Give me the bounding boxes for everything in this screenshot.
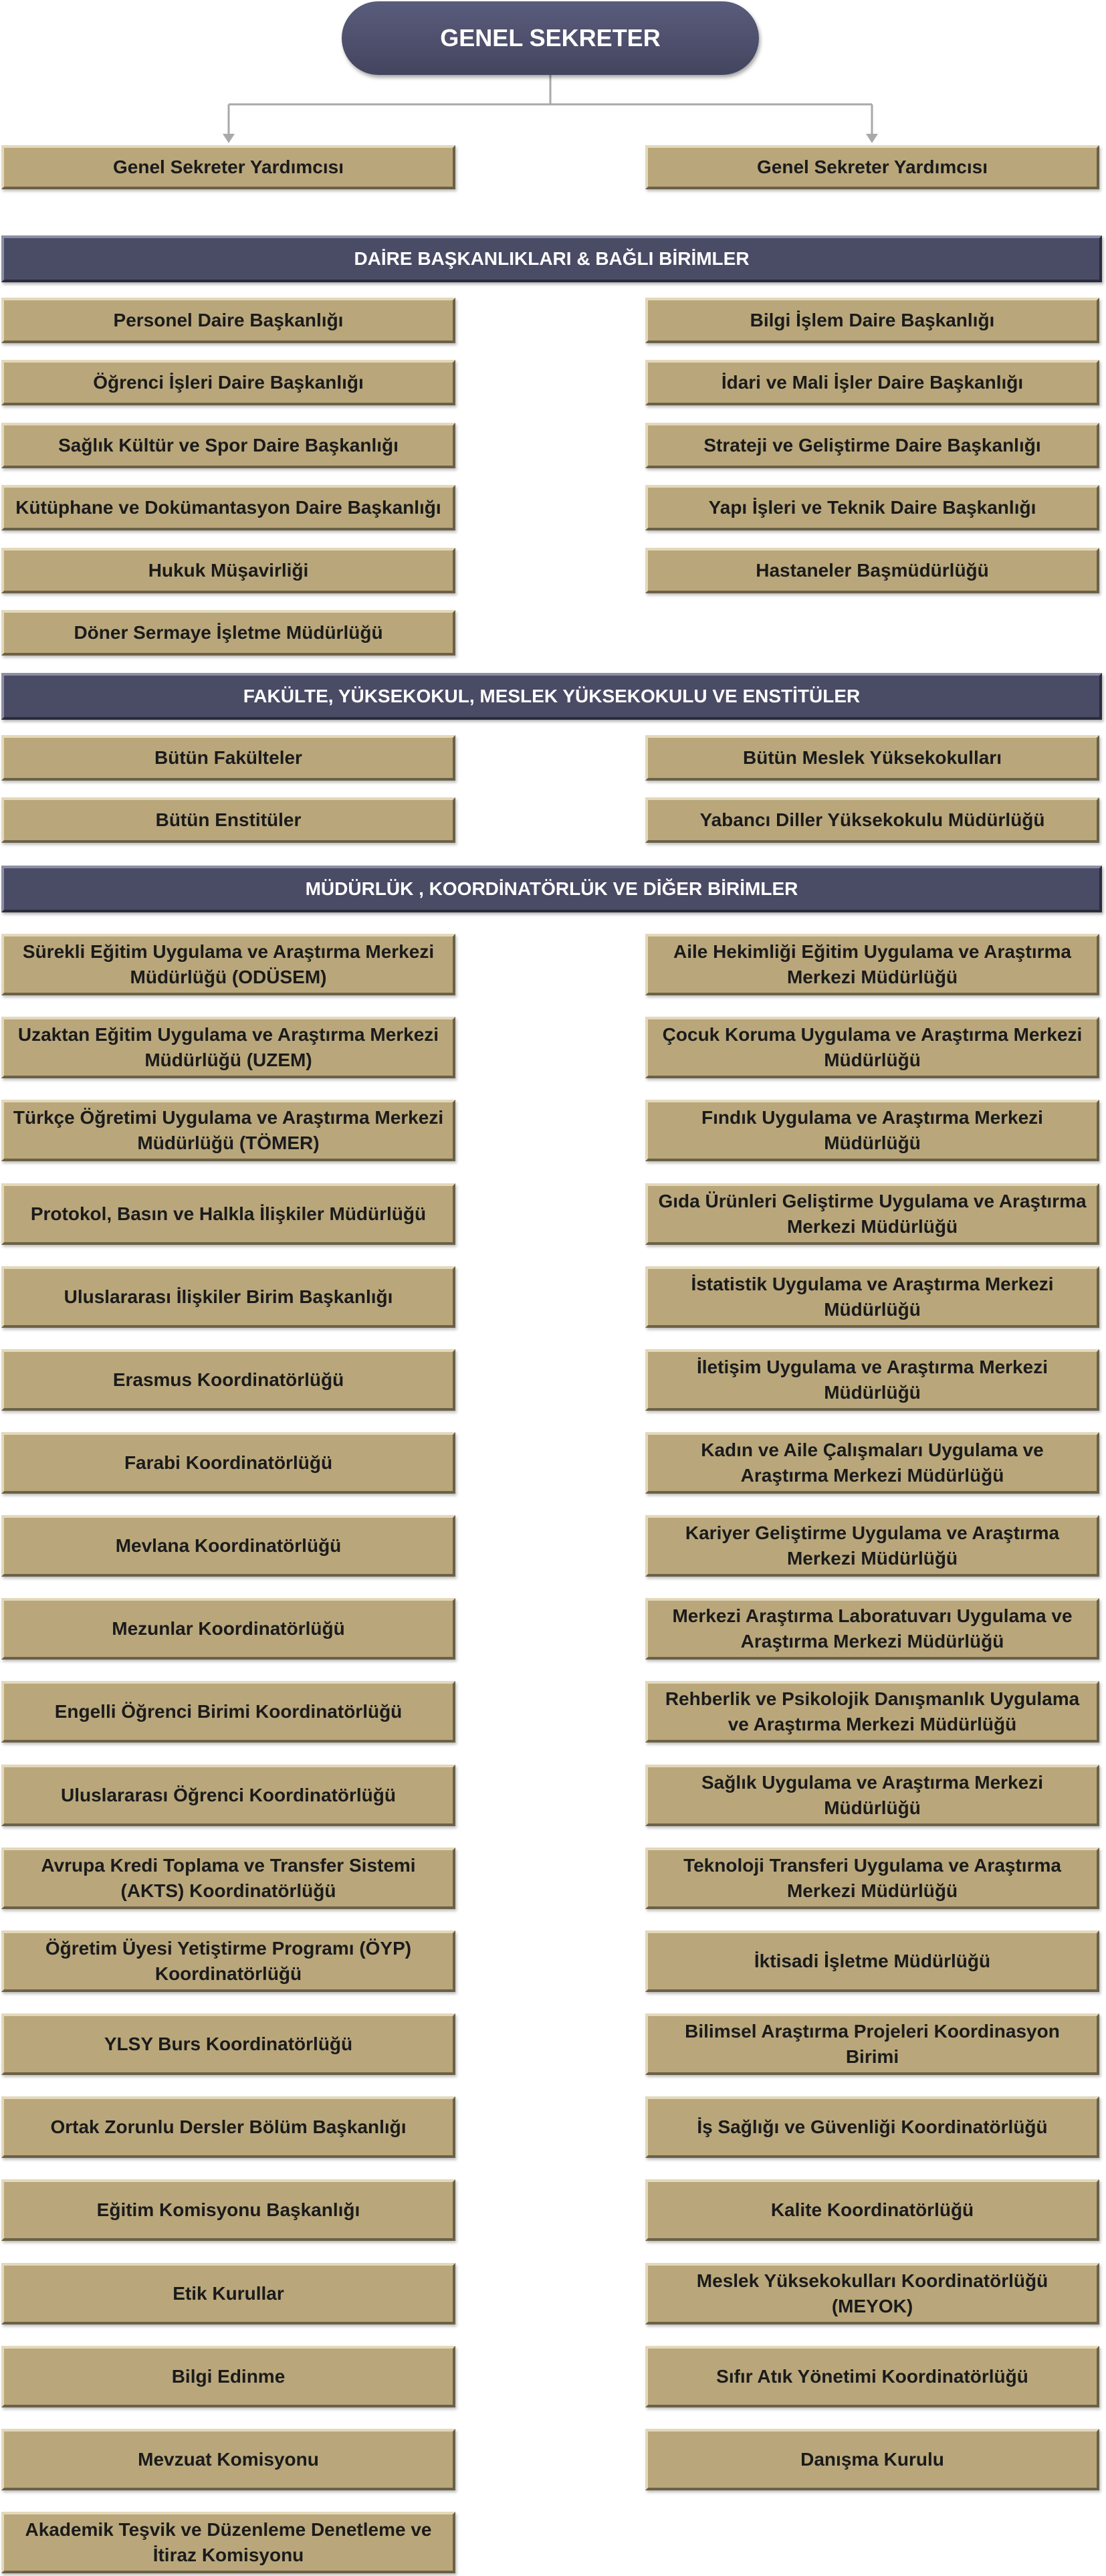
- unit-label: Avrupa Kredi Toplama ve Transfer Sistemi (AKTS) Koordinatörlüğü: [41, 1855, 416, 1901]
- unit-box: [645, 423, 1099, 468]
- unit-box: [1, 934, 455, 995]
- unit-label: Sürekli Eğitim Uygulama ve Araştırma Merkezi Müdürlüğü (ODÜSEM): [22, 941, 435, 987]
- unit-label: Uluslararası Öğrenci Koordinatörlüğü: [61, 1785, 396, 1805]
- unit-label: Bilgi İşlem Daire Başkanlığı: [750, 310, 995, 330]
- unit-box: [1, 797, 455, 843]
- unit-box: [645, 1515, 1099, 1577]
- unit-box: [645, 1183, 1099, 1245]
- unit-label: Bütün Fakülteler: [154, 747, 302, 768]
- section-title: DAİRE BAŞKANLIKLARI & BAĞLI BİRİMLER: [354, 248, 750, 269]
- section-header-daire-baskanliklari: [1, 235, 1102, 282]
- unit-label: Kariyer Geliştirme Uygulama ve Araştırma Merkezi Müdürlüğü: [685, 1522, 1060, 1569]
- unit-box: [1, 2263, 455, 2324]
- unit-label: Engelli Öğrenci Birimi Koordinatörlüğü: [54, 1701, 403, 1722]
- unit-box: [645, 735, 1099, 781]
- unit-label: Bütün Meslek Yüksekokulları: [743, 747, 1002, 768]
- unit-label: Döner Sermaye İşletme Müdürlüğü: [74, 622, 383, 643]
- unit-label: Protokol, Basın ve Halkla İlişkiler Müdürlüğü: [30, 1203, 427, 1224]
- section-title: FAKÜLTE, YÜKSEKOKUL, MESLEK YÜKSEKOKULU VE ENSTİTÜLER: [243, 686, 861, 706]
- unit-box: [645, 934, 1099, 995]
- unit-label: Strateji ve Geliştirme Daire Başkanlığı: [703, 435, 1041, 456]
- unit-box: [645, 2346, 1099, 2407]
- unit-label: Bilimsel Araştırma Projeleri Koordinasyon Birimi: [685, 2021, 1060, 2067]
- unit-label: Uluslararası İlişkiler Birim Başkanlığı: [64, 1286, 393, 1307]
- unit-label: Erasmus Koordinatörlüğü: [112, 1369, 344, 1390]
- unit-box: [1, 2179, 455, 2241]
- unit-box: [1, 735, 455, 781]
- unit-box: [645, 298, 1099, 343]
- unit-label: YLSY Burs Koordinatörlüğü: [104, 2034, 353, 2054]
- unit-box: [1, 548, 455, 593]
- unit-label: Danışma Kurulu: [800, 2449, 944, 2470]
- unit-box: [645, 2013, 1099, 2075]
- unit-label: Yapı İşleri ve Teknik Daire Başkanlığı: [708, 497, 1036, 518]
- unit-label: İktisadi İşletme Müdürlüğü: [754, 1951, 991, 1971]
- unit-box: [645, 1017, 1099, 1078]
- unit-label: Akademik Teşvik ve Düzenleme Denetleme ve İtiraz Komisyonu: [25, 2519, 432, 2565]
- unit-box: [645, 1848, 1099, 1909]
- unit-label: Öğretim Üyesi Yetiştirme Programı (ÖYP) Koordinatörlüğü: [45, 1938, 412, 1984]
- unit-box: [1, 1017, 455, 1078]
- unit-box: [645, 1598, 1099, 1660]
- unit-label: Sıfır Atık Yönetimi Koordinatörlüğü: [716, 2366, 1028, 2387]
- unit-label: Farabi Koordinatörlüğü: [124, 1452, 333, 1473]
- unit-label: Bilgi Edinme: [171, 2366, 286, 2387]
- unit-box: [1, 298, 455, 343]
- assistant-box-left: [1, 145, 455, 189]
- unit-box: [645, 1681, 1099, 1743]
- unit-label: Merkezi Araştırma Laboratuvarı Uygulama ve Araştırma Merkezi Müdürlüğü: [672, 1605, 1073, 1652]
- unit-label: İdari ve Mali İşler Daire Başkanlığı: [721, 372, 1024, 393]
- unit-label: İletişim Uygulama ve Araştırma Merkezi Müdürlüğü: [697, 1357, 1048, 1403]
- unit-label: Sağlık Uygulama ve Araştırma Merkezi Müdürlüğü: [701, 1772, 1043, 1818]
- unit-label: Rehberlik ve Psikolojik Danışmanlık Uygulama ve Araştırma Merkezi Müdürlüğü: [665, 1688, 1080, 1735]
- unit-box: [1, 1681, 455, 1743]
- unit-box: [1, 610, 455, 656]
- unit-box: [1, 2346, 455, 2407]
- unit-label: Bütün Enstitüler: [155, 809, 302, 830]
- unit-box: [1, 1349, 455, 1411]
- section-header-fakulteler: [1, 673, 1102, 720]
- root-label: GENEL SEKRETER: [440, 24, 661, 52]
- unit-label: Kütüphane ve Dokümantasyon Daire Başkanlığı: [15, 497, 441, 518]
- unit-box: [1, 2096, 455, 2158]
- unit-box: [1, 1100, 455, 1161]
- unit-label: Hastaneler Başmüdürlüğü: [756, 560, 989, 581]
- unit-label: İstatistik Uygulama ve Araştırma Merkezi Müdürlüğü: [691, 1274, 1054, 1320]
- unit-box: [645, 1100, 1099, 1161]
- unit-box: [1, 485, 455, 530]
- unit-label: Hukuk Müşavirliği: [148, 560, 309, 581]
- unit-box: [1, 1515, 455, 1577]
- unit-box: [1, 1432, 455, 1494]
- unit-label: Teknoloji Transferi Uygulama ve Araştırma Merkezi Müdürlüğü: [683, 1855, 1061, 1901]
- unit-box: [645, 548, 1099, 593]
- unit-box: [1, 2013, 455, 2075]
- unit-label: Aile Hekimliği Eğitim Uygulama ve Araştırma Merkezi Müdürlüğü: [673, 941, 1071, 987]
- unit-box: [645, 797, 1099, 843]
- unit-box: [645, 1349, 1099, 1411]
- assistant-box-right: [645, 145, 1099, 189]
- unit-box: [1, 1765, 455, 1826]
- unit-label: Kadın ve Aile Çalışmaları Uygulama ve Araştırma Merkezi Müdürlüğü: [701, 1440, 1044, 1486]
- unit-label: Yabancı Diller Yüksekokulu Müdürlüğü: [699, 809, 1045, 830]
- unit-label: Fındık Uygulama ve Araştırma Merkezi Müdürlüğü: [701, 1107, 1043, 1153]
- unit-label: Uzaktan Eğitim Uygulama ve Araştırma Merkezi Müdürlüğü (UZEM): [17, 1024, 439, 1070]
- unit-label: Etik Kurullar: [173, 2283, 284, 2304]
- unit-label: Personel Daire Başkanlığı: [113, 310, 344, 330]
- unit-label: Kalite Koordinatörlüğü: [770, 2199, 974, 2220]
- unit-box: [645, 2263, 1099, 2324]
- unit-label: Meslek Yüksekokulları Koordinatörlüğü (MEYOK): [696, 2270, 1048, 2316]
- unit-box: [1, 2429, 455, 2490]
- unit-label: Mevlana Koordinatörlüğü: [115, 1535, 342, 1556]
- unit-box: [1, 1183, 455, 1245]
- unit-box: [645, 1765, 1099, 1826]
- unit-label: İş Sağlığı ve Güvenliği Koordinatörlüğü: [697, 2116, 1048, 2137]
- unit-box: [645, 360, 1099, 405]
- unit-label: Çocuk Koruma Uygulama ve Araştırma Merkezi Müdürlüğü: [662, 1024, 1083, 1070]
- unit-label: Sağlık Kültür ve Spor Daire Başkanlığı: [58, 435, 399, 456]
- unit-box: [645, 485, 1099, 530]
- unit-label: Türkçe Öğretimi Uygulama ve Araştırma Merkezi Müdürlüğü (TÖMER): [13, 1107, 444, 1153]
- unit-box: [645, 2179, 1099, 2241]
- unit-box: [645, 1930, 1099, 1992]
- unit-box: [1, 1266, 455, 1328]
- unit-label: Mezunlar Koordinatörlüğü: [112, 1618, 345, 1639]
- unit-box: [645, 2429, 1099, 2490]
- unit-box: [645, 2096, 1099, 2158]
- unit-box: [1, 2512, 455, 2573]
- unit-box: [1, 423, 455, 468]
- unit-box: [1, 1598, 455, 1660]
- unit-box: [645, 1432, 1099, 1494]
- root-node-genel-sekreter: [342, 1, 759, 75]
- unit-label: Eğitim Komisyonu Başkanlığı: [96, 2199, 360, 2220]
- unit-label: Öğrenci İşleri Daire Başkanlığı: [93, 372, 364, 393]
- assistant-label: Genel Sekreter Yardımcısı: [756, 157, 988, 177]
- unit-box: [1, 360, 455, 405]
- unit-label: Gıda Ürünleri Geliştirme Uygulama ve Araştırma Merkezi Müdürlüğü: [658, 1191, 1087, 1237]
- unit-box: [1, 1930, 455, 1992]
- unit-label: Mevzuat Komisyonu: [138, 2449, 319, 2470]
- assistant-label: Genel Sekreter Yardımcısı: [112, 157, 344, 177]
- unit-label: Ortak Zorunlu Dersler Bölüm Başkanlığı: [50, 2116, 407, 2137]
- section-title: MÜDÜRLÜK , KOORDİNATÖRLÜK VE DİĞER BİRİMLER: [305, 878, 798, 899]
- unit-box: [1, 1848, 455, 1909]
- section-header-mudurluk-koordinatorluk: [1, 866, 1102, 912]
- unit-box: [645, 1266, 1099, 1328]
